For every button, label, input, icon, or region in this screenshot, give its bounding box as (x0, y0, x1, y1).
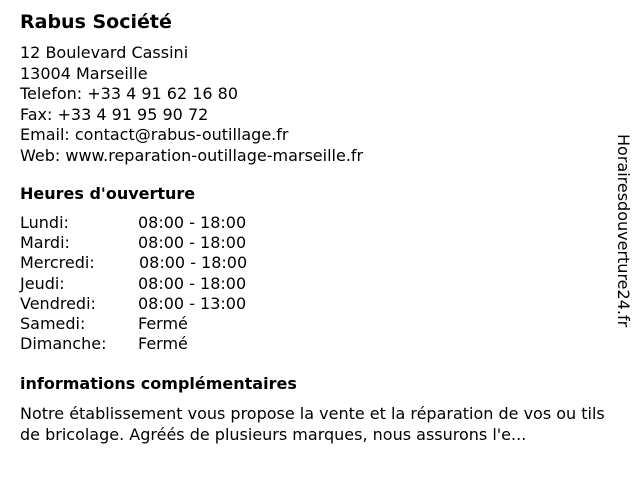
opening-hours-heading: Heures d'ouverture (20, 184, 196, 203)
time-value: Fermé (138, 313, 188, 333)
day-label: Mercredi: (20, 253, 95, 273)
watermark-text: Horairesdouverture24.fr (614, 134, 633, 328)
website-url: Web: www.reparation-outillage-marseille.fr (20, 145, 364, 165)
day-label: Jeudi: (20, 273, 65, 293)
phone-number: Telefon: +33 4 91 62 16 80 (20, 84, 239, 103)
company-name: Rabus Société (20, 11, 172, 33)
time-value: 08:00 - 18:00 (138, 233, 247, 253)
contact-block (20, 43, 363, 166)
time-value: 08:00 - 18:00 (139, 253, 248, 273)
address-street: 12 Boulevard Cassini (20, 43, 189, 62)
day-label: Samedi: (20, 313, 86, 333)
time-value: 08:00 - 18:00 (138, 273, 247, 293)
day-label: Lundi: (20, 213, 69, 232)
address-city: 13004 Marseille (20, 63, 148, 83)
time-value: 08:00 - 13:00 (138, 293, 247, 313)
additional-info-text: Notre établissement vous propose la vente et la réparation de vos ou tils de bricolage. Agréés de plusieurs marques, nous assurons l'e... (20, 404, 605, 444)
fax-number: Fax: +33 4 91 95 90 72 (20, 104, 209, 124)
time-value: Fermé (138, 334, 188, 354)
day-label: Vendredi: (20, 293, 96, 313)
additional-info-heading: informations complémentaires (20, 374, 297, 393)
day-label: Dimanche: (20, 334, 107, 354)
time-value: 08:00 - 18:00 (138, 213, 247, 232)
day-label: Mardi: (20, 233, 70, 253)
email-address: Email: contact@rabus-outillage.fr (20, 125, 289, 144)
